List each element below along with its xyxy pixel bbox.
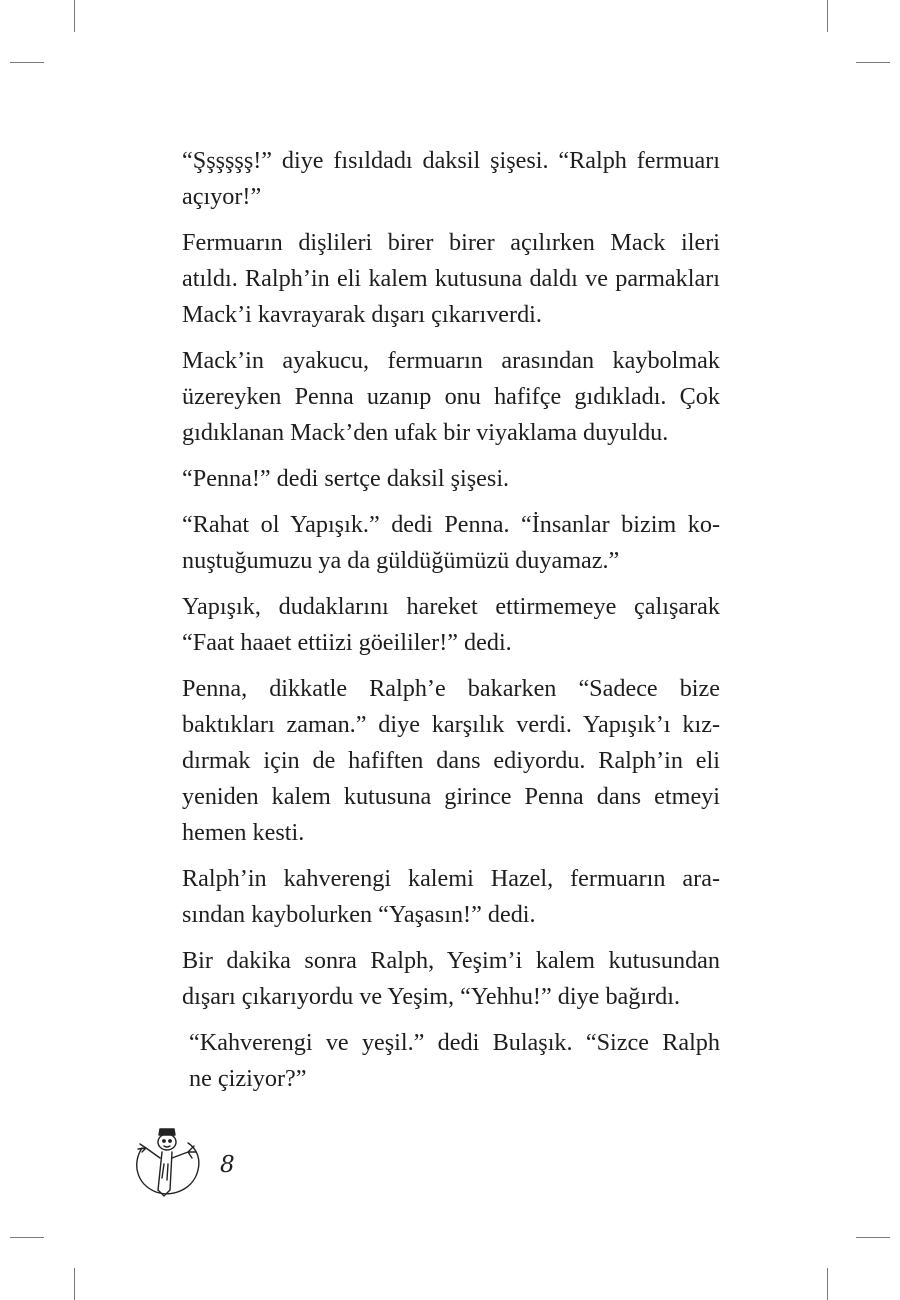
text-line: Ralph’in kahverengi kalemi Hazel, fermuarın ara- [182,865,720,892]
text-line: “Şşşşşş!” diye fısıldadı daksil şişesi. “Ralph fermuarı [182,147,720,174]
paragraph [152,943,720,1015]
text-line: Bir dakika sonra Ralph, Yeşim’i kalem kutusundan [182,947,720,974]
crop-mark-bottom-right-vertical [827,1268,828,1300]
text-line: “Faat haaet ettiizi göeililer!” dedi. [182,629,512,656]
text-line: Mack’i kavrayarak dışarı çıkarıverdi. [182,301,542,328]
text-line: açıyor!” [182,183,262,210]
text-line: gıdıklanan Mack’den ufak bir viyaklama duyuldu. [182,419,669,446]
text-line: nuştuğumuzu ya da güldüğümüzü duyamaz.” [182,547,620,574]
crop-mark-top-left-vertical [74,0,75,32]
crop-mark-bottom-right-horizontal [856,1237,890,1238]
paragraph [152,507,720,579]
paragraph [152,1025,720,1097]
text-line: Penna, dikkatle Ralph’e bakarken “Sadece bize [182,675,720,702]
paragraph [152,861,720,933]
text-line: Fermuarın dişlileri birer birer açılırken Mack ileri [182,229,720,256]
text-line: hemen kesti. [182,819,305,846]
text-line: sından kaybolurken “Yaşasın!” dedi. [182,901,536,928]
paragraph [152,671,720,851]
crop-mark-top-right-horizontal [856,62,890,63]
text-line: dışarı çıkarıyordu ve Yeşim, “Yehhu!” diye bağırdı. [182,983,681,1010]
text-line: Mack’in ayakucu, fermuarın arasından kaybolmak [182,347,720,374]
paragraph [152,589,720,661]
text-line: ne çiziyor?” [189,1065,307,1092]
crop-mark-top-right-vertical [827,0,828,32]
body-text [152,143,720,1107]
text-line: Yapışık, dudaklarını hareket ettirmemeye çalışarak [182,593,720,620]
text-line: “Kahverengi ve yeşil.” dedi Bulaşık. “Sizce Ralph [189,1029,720,1056]
text-line: üzereyken Penna uzanıp onu hafifçe gıdıkladı. Çok [182,383,720,410]
crop-mark-bottom-left-horizontal [10,1237,44,1238]
text-line: baktıkları zaman.” diye karşılık verdi. Yapışık’ı kız- [182,711,720,738]
text-line: “Penna!” dedi sertçe daksil şişesi. [182,465,510,492]
paragraph [152,461,720,497]
crop-mark-bottom-left-vertical [74,1268,75,1300]
text-line: “Rahat ol Yapışık.” dedi Penna. “İnsanlar bizim ko- [182,511,720,538]
crop-mark-top-left-horizontal [10,62,44,63]
text-line: yeniden kalem kutusuna girince Penna dans etmeyi [182,783,720,810]
text-line: dırmak için de hafiften dans ediyordu. Ralph’in eli [182,747,720,774]
pencil-character-icon [122,1118,212,1198]
paragraph [152,143,720,215]
page-number: 8 [220,1152,235,1178]
paragraph [152,225,720,333]
text-line: atıldı. Ralph’in eli kalem kutusuna daldı ve parmakları [182,265,720,292]
paragraph [152,343,720,451]
